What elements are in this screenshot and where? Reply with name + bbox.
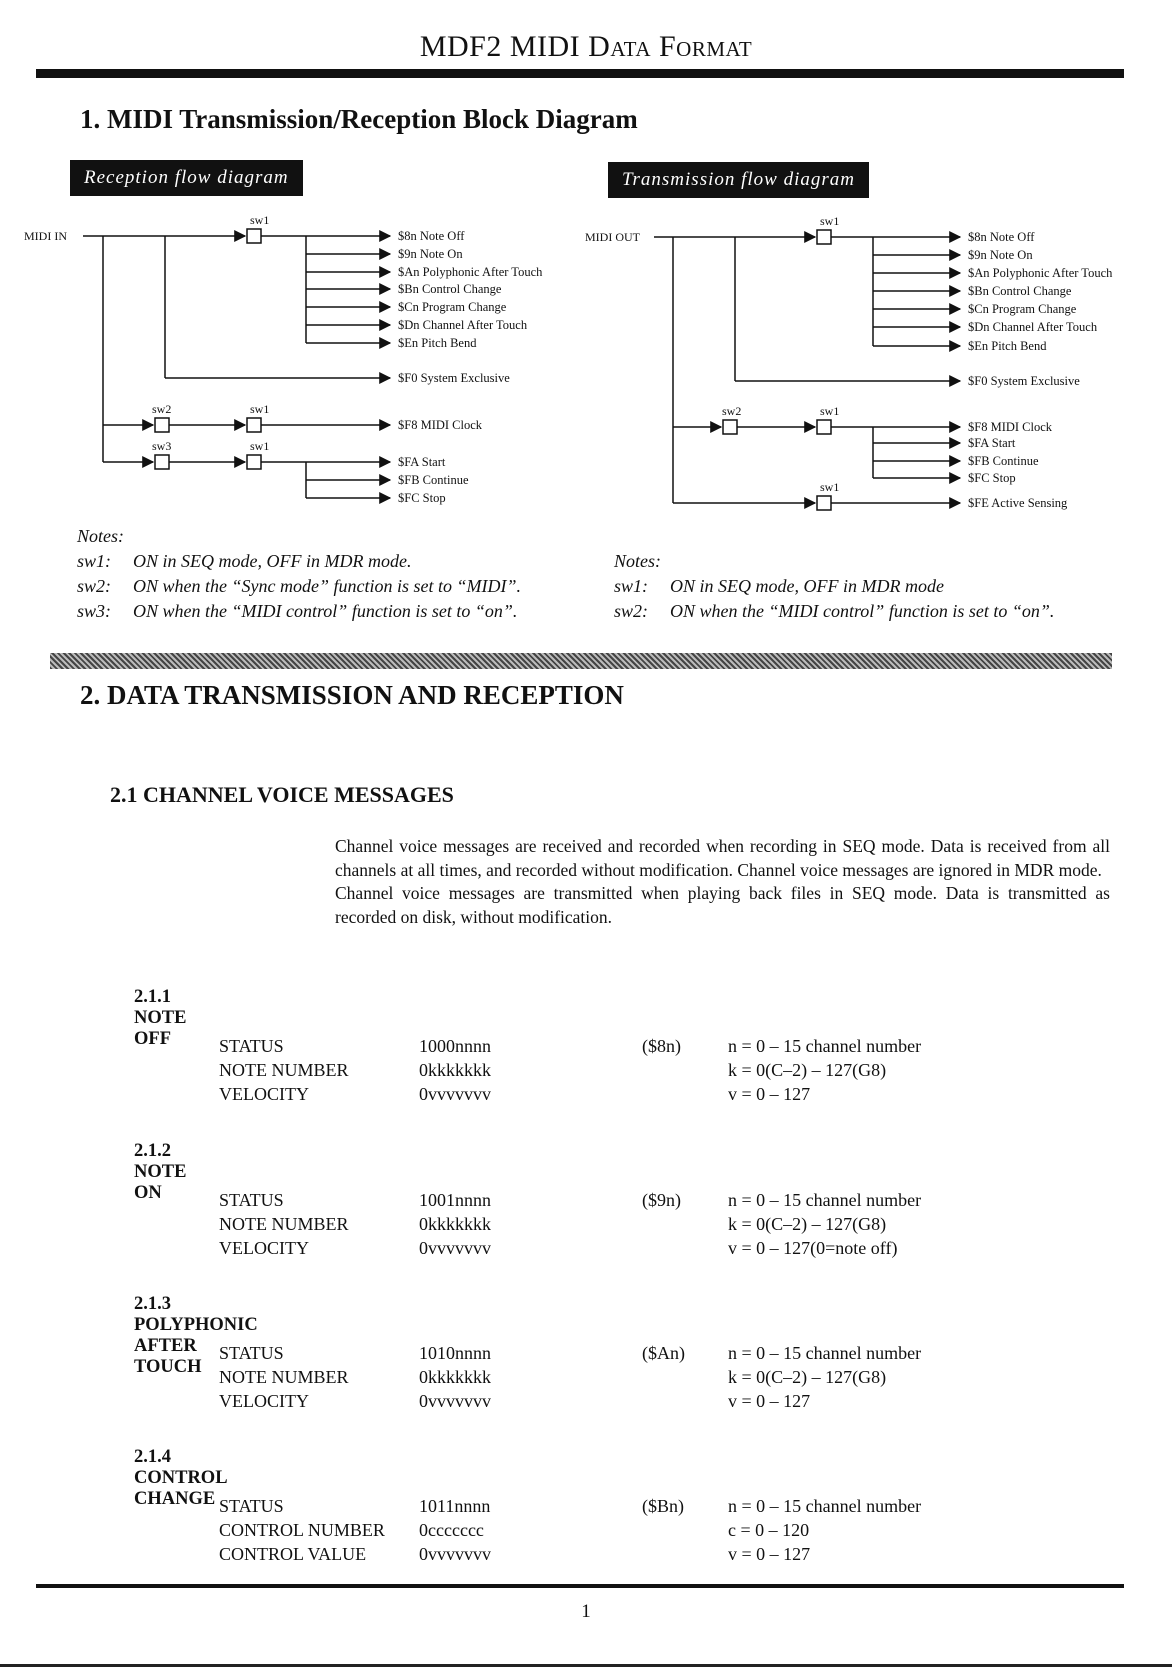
- footer-rule: [36, 1584, 1124, 1588]
- tx-msg: $An Polyphonic After Touch: [968, 266, 1113, 280]
- transmission-diagram: [0, 0, 1172, 520]
- tx-sysex: $F0 System Exclusive: [968, 374, 1080, 388]
- rx-sw2-label: sw2: [152, 402, 172, 416]
- channel-voice-description: [335, 835, 1110, 929]
- rx-ctrl: $FB Continue: [398, 473, 469, 487]
- paragraph: Channel voice messages are received and recorded when recording in SEQ mode. Data is received from all channels at all times, and recorded without modification. Channel voice messages are ignored in MDR mode.: [335, 836, 1110, 880]
- message-heading: 2.1.4 CONTROL CHANGE: [134, 1447, 227, 1509]
- tx-rt: $FA Start: [968, 436, 1016, 450]
- table-row: STATUS 1001nnnn ($9n) n = 0 – 15 channel number: [219, 1190, 922, 1210]
- tx-active-sensing: $FE Active Sensing: [968, 496, 1068, 510]
- section2-heading: 2. DATA TRANSMISSION AND RECEPTION: [80, 680, 624, 710]
- note-row: sw1: ON in SEQ mode, OFF in MDR mode.: [77, 551, 412, 571]
- note-row: sw2: ON when the “Sync mode” function is set to “MIDI”.: [77, 576, 521, 596]
- tx-rt: $FC Stop: [968, 471, 1016, 485]
- table-row: CONTROL VALUE 0vvvvvvv v = 0 – 127: [219, 1544, 811, 1564]
- note-row: sw2: ON when the “MIDI control” function is set to “on”.: [614, 601, 1055, 621]
- rx-msg: $Cn Program Change: [398, 300, 507, 314]
- rx-sw1-label-2: sw1: [250, 402, 270, 416]
- rx-msg: $Dn Channel After Touch: [398, 318, 528, 332]
- message-table: [219, 1034, 1119, 1106]
- table-row: STATUS 1010nnnn ($An) n = 0 – 15 channel number: [219, 1343, 922, 1363]
- table-row: NOTE NUMBER 0kkkkkkk k = 0(C–2) – 127(G8): [219, 1367, 887, 1387]
- reception-flow-label: Reception flow diagram: [70, 160, 303, 196]
- message-table: [219, 1341, 1119, 1413]
- note-row: sw1: ON in SEQ mode, OFF in MDR mode: [614, 576, 944, 596]
- tx-sw1-label-3: sw1: [820, 480, 840, 494]
- section1-heading: 1. MIDI Transmission/Reception Block Diagram: [80, 104, 638, 134]
- table-row: NOTE NUMBER 0kkkkkkk k = 0(C–2) – 127(G8): [219, 1060, 887, 1080]
- tx-msg: $En Pitch Bend: [968, 339, 1047, 353]
- title-data-format: Data Format: [588, 30, 753, 63]
- rx-sw1-label: sw1: [250, 213, 270, 227]
- table-row: VELOCITY 0vvvvvvv v = 0 – 127(0=note off): [219, 1238, 898, 1258]
- rx-msg: $9n Note On: [398, 247, 463, 261]
- tx-msg: $Dn Channel After Touch: [968, 320, 1098, 334]
- rx-msg: $An Polyphonic After Touch: [398, 265, 543, 279]
- midi-out-label: MIDI OUT: [585, 230, 640, 244]
- tx-msg: $Cn Program Change: [968, 302, 1077, 316]
- subsection-heading: 2.1 CHANNEL VOICE MESSAGES: [110, 782, 454, 807]
- rx-sysex: $F0 System Exclusive: [398, 371, 510, 385]
- tx-sw1-label: sw1: [820, 214, 840, 228]
- scan-edge-line: [0, 1664, 1172, 1667]
- notes-title: Notes:: [77, 526, 124, 546]
- transmission-notes: [614, 549, 1054, 624]
- rx-msg: $Bn Control Change: [398, 282, 502, 296]
- rx-ctrl: $FC Stop: [398, 491, 446, 505]
- title-main: MDF2 MIDI: [419, 30, 589, 63]
- rx-sw1-label-3: sw1: [250, 439, 270, 453]
- notes-title: Notes:: [614, 551, 661, 571]
- tx-rt: $F8 MIDI Clock: [968, 420, 1053, 434]
- rx-sw3-label: sw3: [152, 439, 172, 453]
- message-table: [219, 1494, 1119, 1566]
- page-number: 1: [581, 1601, 591, 1622]
- table-row: NOTE NUMBER 0kkkkkkk k = 0(C–2) – 127(G8): [219, 1214, 887, 1234]
- table-row: VELOCITY 0vvvvvvv v = 0 – 127: [219, 1391, 811, 1411]
- table-row: CONTROL NUMBER 0ccccccc c = 0 – 120: [219, 1520, 810, 1540]
- message-heading: 2.1.2 NOTE ON: [134, 1141, 187, 1203]
- message-heading: 2.1.1 NOTE OFF: [134, 987, 187, 1049]
- rx-clock: $F8 MIDI Clock: [398, 418, 483, 432]
- note-row: sw3: ON when the “MIDI control” function is set to “on”.: [77, 601, 518, 621]
- table-row: STATUS 1000nnnn ($8n) n = 0 – 15 channel number: [219, 1036, 922, 1056]
- paragraph: Channel voice messages are transmitted when playing back files in SEQ mode. Data is transmitted as recorded on disk, without modification.: [335, 883, 1110, 927]
- tx-sw1-label-2: sw1: [820, 404, 840, 418]
- rx-msg: $8n Note Off: [398, 229, 465, 243]
- message-table: [219, 1188, 1119, 1260]
- midi-in-label: MIDI IN: [24, 229, 67, 243]
- transmission-flow-label: Transmission flow diagram: [608, 162, 869, 198]
- tx-sw2-label: sw2: [722, 404, 742, 418]
- message-heading: 2.1.3 POLYPHONIC AFTER TOUCH: [134, 1294, 258, 1377]
- section-divider: [50, 653, 1112, 669]
- tx-rt: $FB Continue: [968, 454, 1039, 468]
- table-row: STATUS 1011nnnn ($Bn) n = 0 – 15 channel number: [219, 1496, 922, 1516]
- rx-ctrl: $FA Start: [398, 455, 446, 469]
- tx-msg: $9n Note On: [968, 248, 1033, 262]
- tx-msg: $8n Note Off: [968, 230, 1035, 244]
- table-row: VELOCITY 0vvvvvvv v = 0 – 127: [219, 1084, 811, 1104]
- tx-msg: $Bn Control Change: [968, 284, 1072, 298]
- reception-notes: [77, 524, 521, 624]
- rx-msg: $En Pitch Bend: [398, 336, 477, 350]
